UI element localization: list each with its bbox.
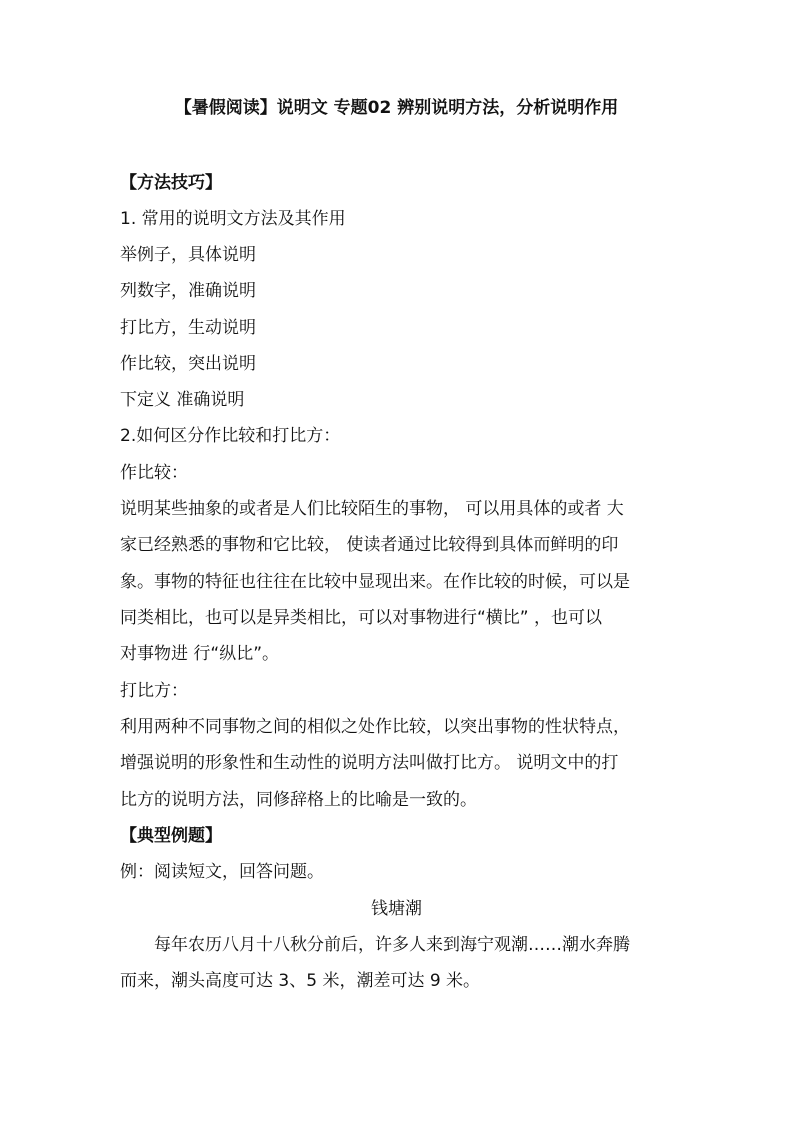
- compare-line: 同类相比，也可以是异类相比，可以对事物进行“横比” ，也可以: [120, 608, 603, 628]
- method-item: 打比方，生动说明: [120, 318, 256, 338]
- compare-line: 家已经熟悉的事物和它比较， 使读者通过比较得到具体而鲜明的印: [120, 535, 619, 555]
- document-title: 【暑假阅读】说明文 专题02 辨别说明方法，分析说明作用: [174, 98, 619, 118]
- method-item: 下定义 准确说明: [120, 390, 245, 410]
- metaphor-line: 增强说明的形象性和生动性的说明方法叫做打比方。 说明文中的打: [120, 753, 619, 773]
- passage-line: 而来，潮头高度可达 3、5 米，潮差可达 9 米。: [120, 971, 481, 991]
- section-heading-examples: 【典型例题】: [120, 826, 222, 846]
- metaphor-line: 利用两种不同事物之间的相似之处作比较，以突出事物的性状特点，: [120, 717, 630, 737]
- compare-line: 说明某些抽象的或者是人们比较陌生的事物， 可以用具体的或者 大: [120, 499, 624, 519]
- method-item: 列数字，准确说明: [120, 281, 256, 301]
- compare-line: 对事物进 行“纵比”。: [120, 644, 280, 664]
- item2-heading: 2.如何区分作比较和打比方：: [120, 426, 341, 446]
- section-heading-methods: 【方法技巧】: [120, 173, 222, 193]
- compare-label: 作比较：: [120, 463, 188, 483]
- method-item: 举例子，具体说明: [120, 245, 256, 265]
- method-item: 作比较，突出说明: [120, 354, 256, 374]
- metaphor-line: 比方的说明方法，同修辞格上的比喻是一致的。: [120, 790, 477, 810]
- metaphor-label: 打比方：: [120, 681, 188, 701]
- example-intro: 例：阅读短文，回答问题。: [120, 862, 324, 882]
- passage-line: 每年农历八月十八秋分前后，许多人来到海宁观潮……潮水奔腾: [154, 935, 630, 955]
- compare-line: 象。事物的特征也往往在比较中显现出来。在作比较的时候，可以是: [120, 572, 630, 592]
- item1-heading: 1. 常用的说明文方法及其作用: [120, 209, 346, 229]
- passage-title: 钱塘潮: [371, 899, 422, 919]
